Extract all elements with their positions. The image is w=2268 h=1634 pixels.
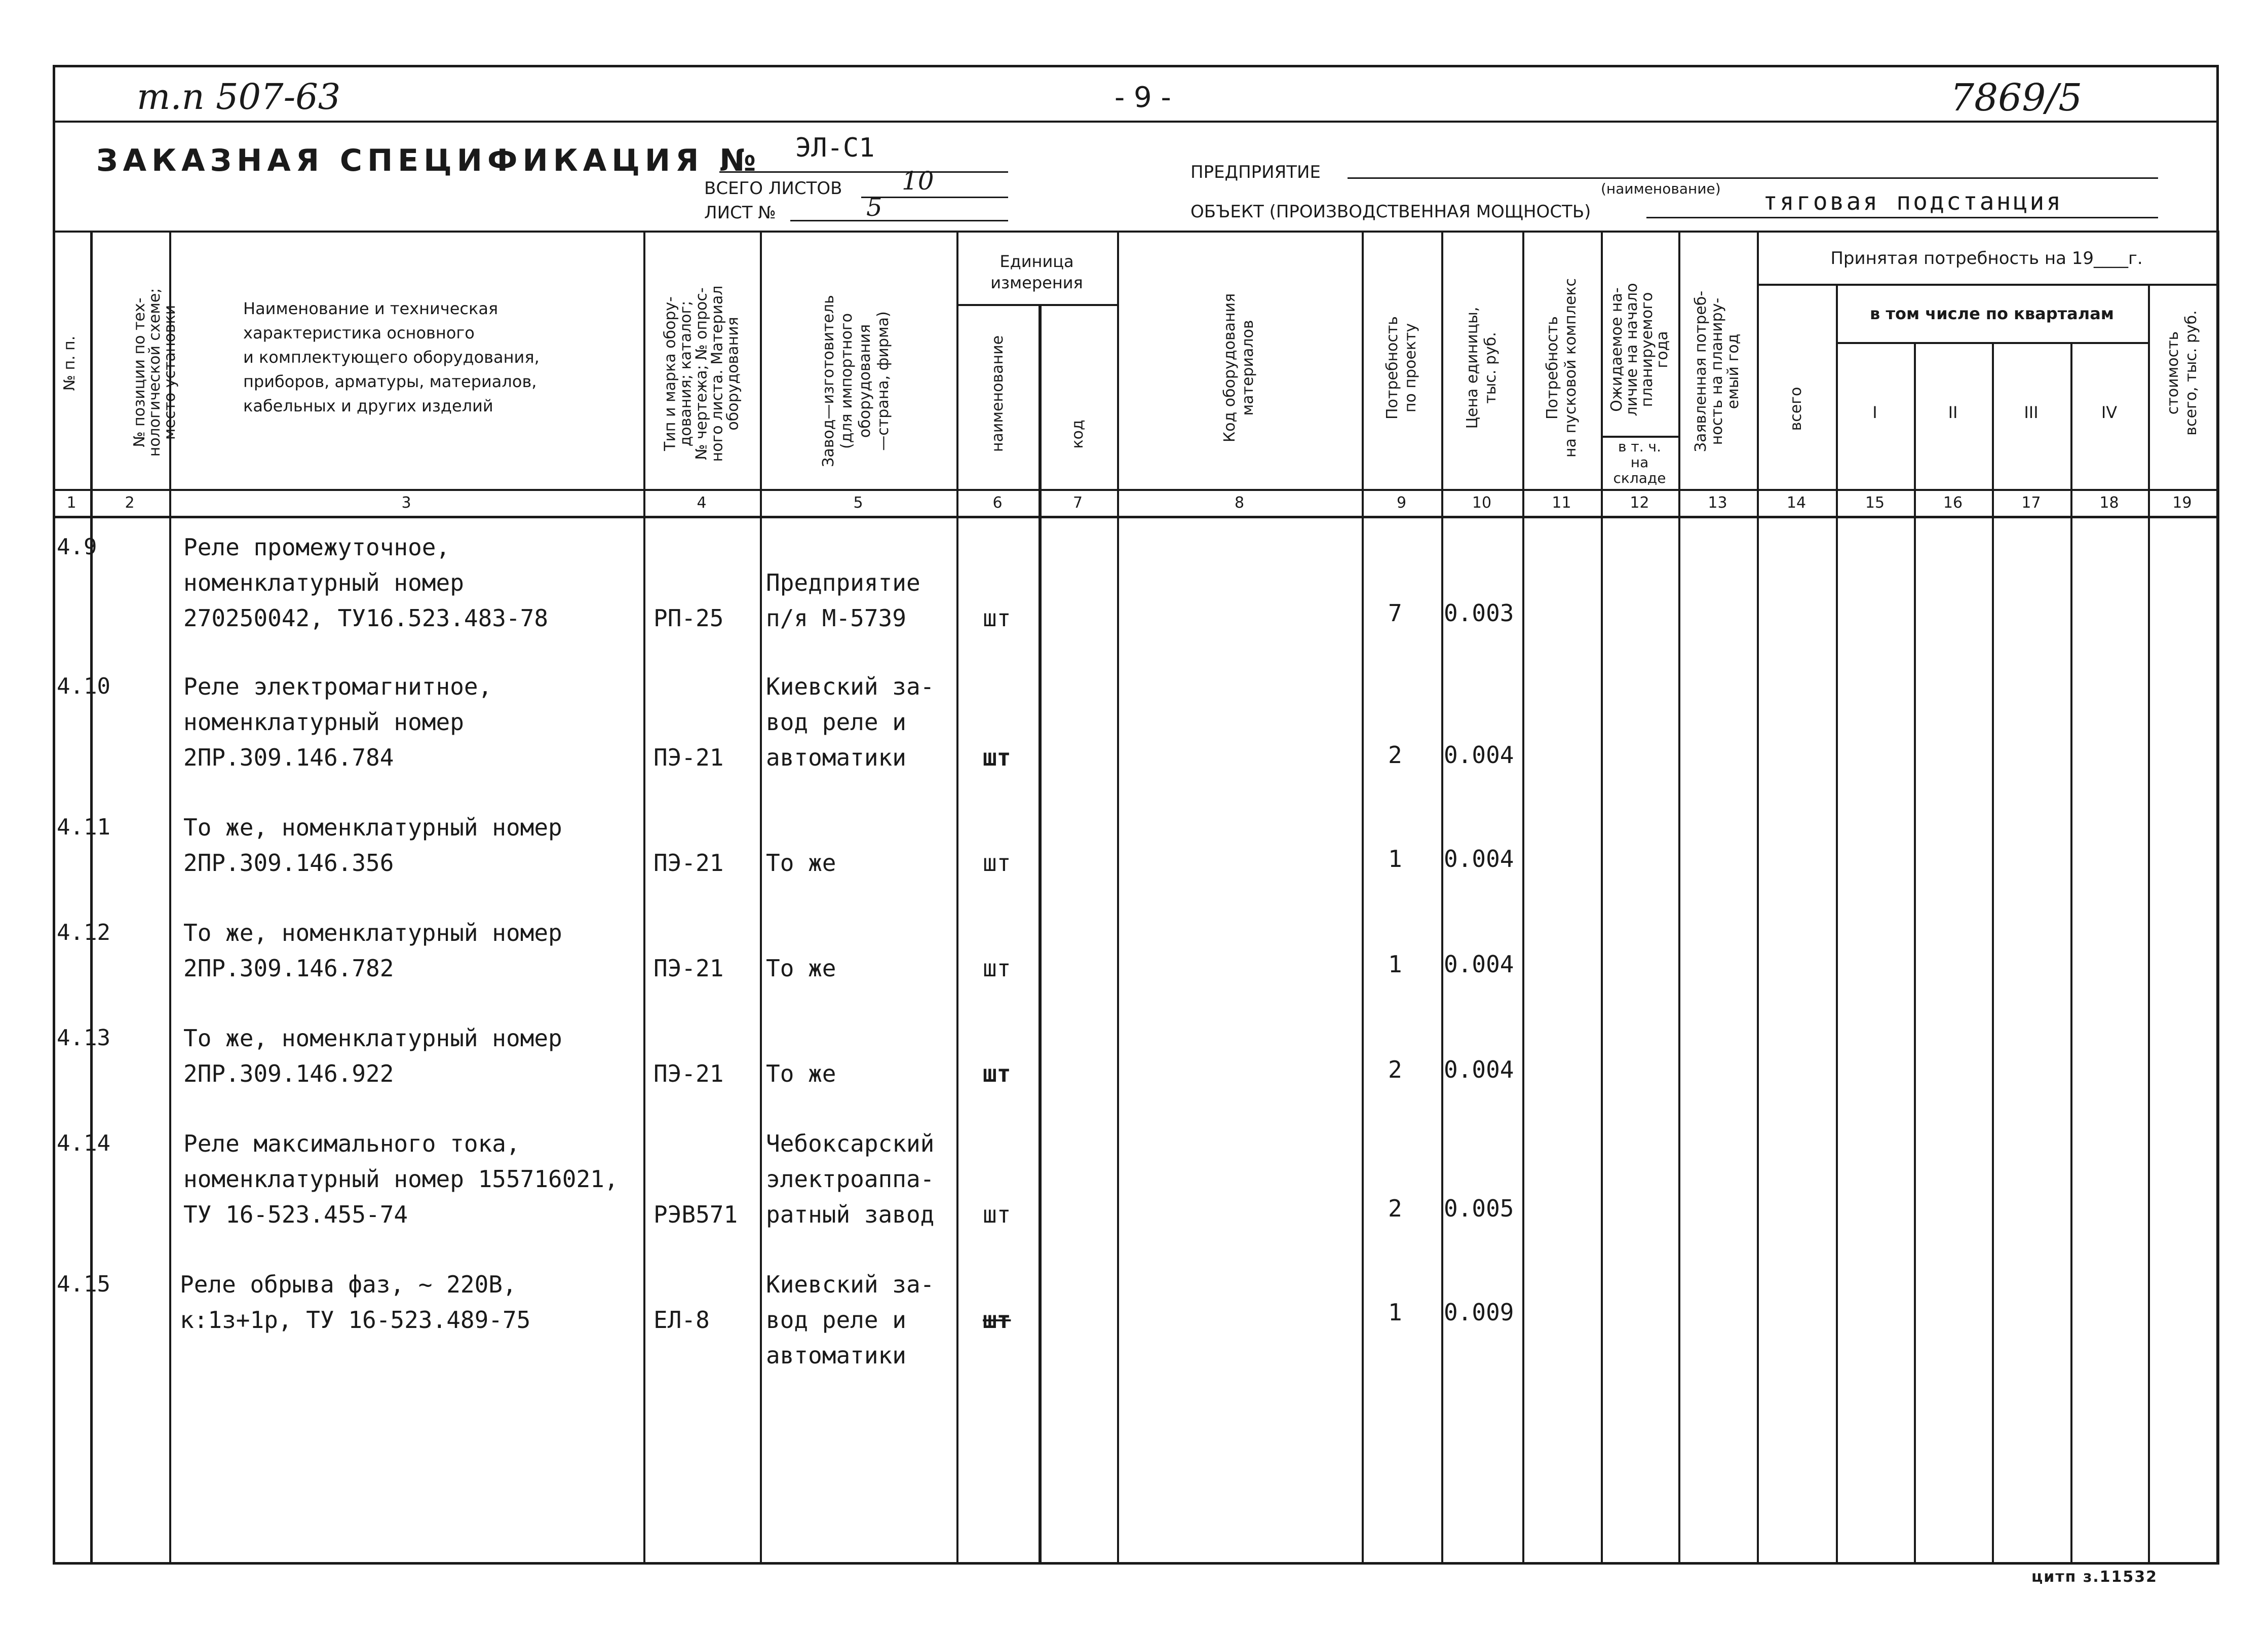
row-position: 4.10 [57,673,110,699]
col-16-header: II [1948,403,1958,422]
col-18-header: IV [2101,403,2118,422]
row-quantity: 2 [1388,741,1402,769]
col-number: 19 [2172,494,2192,512]
row-name-line: к:1з+1р, ТУ 16-523.489-75 [180,1306,531,1334]
col-6-header: наименование [989,335,1007,452]
col-number: 2 [125,494,135,512]
row-name-line: То же, номенклатурный номер [183,919,562,946]
row-name-line: 270250042, ТУ16.523.483-78 [183,604,549,632]
col-11-header: Потребность на пусковой комплекс [1544,278,1580,458]
row-position: 4.9 [57,534,97,560]
object-value: тяговая подстанция [1763,187,2063,216]
row-name-line: То же, номенклатурный номер [183,1024,562,1052]
row-maker-line: То же [766,849,836,877]
col-3-header-line: Наименование и техническая [243,299,498,318]
col-number: 9 [1396,494,1407,512]
col-number: 14 [1786,494,1806,512]
col-3-header-line: и комплектующего оборудования, [243,348,540,367]
row-name-line: То же, номенклатурный номер [183,814,562,841]
row-name-line: Реле максимального тока, [183,1130,520,1157]
row-maker-line: п/я М-5739 [766,604,906,632]
col-number: 15 [1865,494,1885,512]
row-quantity: 7 [1388,599,1402,627]
header-separator [53,121,2219,123]
row-maker-line: То же [766,955,836,982]
row-position: 4.14 [57,1130,110,1156]
title-separator [53,231,2219,233]
row-maker-line: автоматики [766,744,906,771]
col-number: 13 [1708,494,1727,512]
accepted-need-header: Принятая потребность на 19____г. [1830,248,2143,269]
row-maker-line: Киевский за- [766,673,935,700]
row-unit: шт [983,1201,1011,1228]
col-4-header: Тип и марка обору- дования; каталог; № чертежа; № опрос- ного листа. Материал оборудования [661,285,742,462]
page-number: - 9 - [1114,81,1171,114]
row-unit: шт [983,1060,1011,1087]
row-maker-line: электроаппа- [766,1165,935,1193]
row-name-line: 2ПР.309.146.356 [183,849,394,877]
row-maker-line: автоматики [766,1342,906,1369]
col-17-header: III [2024,403,2039,422]
col-number: 12 [1630,494,1649,512]
sheet-label: ЛИСТ № [704,203,776,223]
spec-title: ЗАКАЗНАЯ СПЕЦИФИКАЦИЯ № [96,143,761,178]
total-sheets-underline [861,197,1008,198]
col-13-header: Заявленная потреб- ность на планиру- емый год [1692,290,1742,452]
doc-number: 7869/5 [1950,76,2083,120]
enterprise-label: ПРЕДПРИЯТИЕ [1190,162,1321,182]
col-10-header: Цена единицы, тыс. руб. [1464,307,1500,429]
row-price: 0.009 [1444,1299,1514,1326]
row-position: 4.11 [57,814,110,840]
row-unit: шт [983,744,1011,771]
unit-group-header: Единица измерения [990,252,1083,292]
col-number: 8 [1234,494,1245,512]
col-2-header: № позиции по тех- нологической схеме; место установки [131,288,179,457]
col-15-header: I [1872,403,1877,422]
row-name-line: Реле электромагнитное, [183,673,492,700]
sheet-underline [790,220,1008,221]
col-number: 17 [2021,494,2041,512]
row-unit: шт [983,1306,1011,1334]
col-8-header: Код оборудования материалов [1221,293,1257,443]
col-3-header-line: приборов, арматуры, материалов, [243,372,537,391]
row-name-line: номенклатурный номер 155716021, [183,1165,619,1193]
row-name-line: 2ПР.309.146.782 [183,955,394,982]
row-maker-line: вод реле и [766,708,906,736]
col-9-header: Потребность по проекту [1383,316,1419,420]
row-unit: шт [983,604,1011,632]
col-number: 18 [2099,494,2119,512]
row-price: 0.004 [1444,951,1514,978]
spec-number-underline [719,171,1008,173]
col-12-header: Ожидаемое на- личие на начало планируемого года [1608,283,1671,416]
total-sheets-value: 10 [902,166,934,196]
quarters-header: в том числе по кварталам [1870,304,2114,323]
project-code: т.п 507-63 [137,76,341,118]
col-number: 4 [697,494,707,512]
row-name-line: Реле обрыва фаз, ~ 220В, [180,1271,517,1298]
row-unit: шт [983,955,1011,982]
row-unit: шт [983,849,1011,877]
col-1-header: № п. п. [61,335,79,391]
row-position: 4.15 [57,1271,110,1297]
spec-number: ЭЛ-С1 [795,133,875,163]
row-maker-line: ратный завод [766,1201,935,1228]
row-quantity: 1 [1388,1299,1402,1326]
row-price: 0.004 [1444,741,1514,769]
row-name-line: 2ПР.309.146.922 [183,1060,394,1087]
row-type: РП-25 [654,604,724,632]
row-maker-line: Чебоксарский [766,1130,935,1157]
col-3-header-line: кабельных и других изделий [243,396,493,415]
col-number: 11 [1552,494,1571,512]
row-price: 0.005 [1444,1195,1514,1222]
row-position: 4.13 [57,1025,110,1051]
row-name-line: номенклатурный номер [183,569,464,596]
row-name-line: номенклатурный номер [183,708,464,736]
row-name-line: Реле промежуточное, [183,534,450,561]
row-maker-line: Предприятие [766,569,920,596]
col-number: 1 [66,494,76,512]
col-14-header: всего [1787,387,1805,431]
row-position: 4.12 [57,920,110,945]
col-7-header: код [1069,420,1087,449]
row-quantity: 1 [1388,951,1402,978]
col-number: 5 [853,494,863,512]
row-name-line: ТУ 16-523.455-74 [183,1201,408,1228]
object-underline [1646,217,2158,218]
footer-stamp: цитп з.11532 [2031,1568,2158,1586]
col-12-sub-header: в т. ч. на складе [1613,438,1666,486]
name-note: (наименование) [1601,180,1721,197]
col-19-header: стоимость всего, тыс. руб. [2164,310,2200,436]
col-number: 3 [401,494,411,512]
col-number: 7 [1072,494,1083,512]
total-sheets-label: ВСЕГО ЛИСТОВ [704,178,842,199]
col-3-header [243,296,540,418]
row-maker-line: вод реле и [766,1306,906,1334]
col-number: 6 [992,494,1003,512]
row-price: 0.004 [1444,845,1514,872]
enterprise-underline [1348,177,2158,179]
row-maker-line: То же [766,1060,836,1087]
row-quantity: 1 [1388,845,1402,872]
row-price: 0.003 [1444,599,1514,627]
row-quantity: 2 [1388,1195,1402,1222]
object-label: ОБЪЕКТ (ПРОИЗВОДСТВЕННАЯ МОЩНОСТЬ) [1190,202,1591,222]
row-type: ПЭ-21 [654,1060,724,1087]
row-type: ПЭ-21 [654,955,724,982]
row-quantity: 2 [1388,1056,1402,1083]
row-price: 0.004 [1444,1056,1514,1083]
col-number: 16 [1943,494,1963,512]
row-maker-line: Киевский за- [766,1271,935,1298]
col-3-header-line: характеристика основного [243,323,475,343]
row-name-line: 2ПР.309.146.784 [183,744,394,771]
row-type: РЭВ571 [654,1201,738,1228]
col-number: 10 [1472,494,1492,512]
row-type: ЕЛ-8 [654,1306,710,1334]
col-5-header: Завод—изготовитель (для импортного оборудования —страна, фирма) [820,295,892,467]
row-type: ПЭ-21 [654,744,724,771]
sheet-value: 5 [866,193,882,222]
row-type: ПЭ-21 [654,849,724,877]
